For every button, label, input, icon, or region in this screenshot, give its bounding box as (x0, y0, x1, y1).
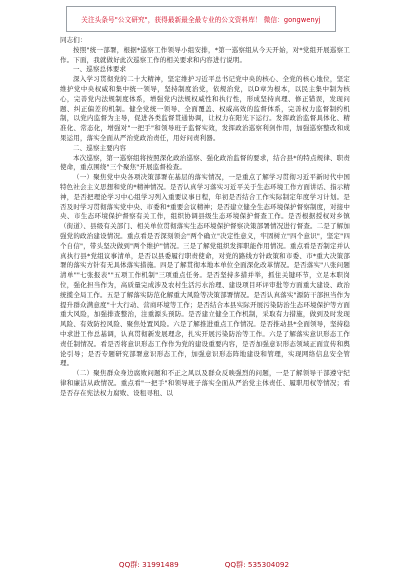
document-body (60, 36, 350, 552)
paragraph: （二）聚焦群众身边腐败问题和不正之风以及群众反映强烈的问题，一是了解领导干部遵守纪律和廉洁从政情况。重点看"一把手"和领导班子落实全面从严治党主体责任、履职用权等情况；看是否存在宪法权力腐败、设租寻租、以 (60, 369, 350, 397)
paragraph: 一、巡察总体要求 (73, 65, 127, 74)
paragraph: 二、巡察主要内容 (73, 143, 127, 152)
qq-group-1: QQ群: 31991489 (118, 560, 179, 569)
paragraph: 按照"统一部署，根据*巡察工作领导小组安排，*第一巡察组从今天开始，对*党组开展巡察工作。下面，我就做好此次巡察工作的相关要求和内容进行说明。 (60, 45, 350, 64)
paragraph: 深入学习贯彻党的二十大精神，坚定维护习近平总书记党中央的核心、全党的核心地位，坚定维护党中央权威和集中统一领导，坚持制度治党，依规治党，以D章为根本，以民主集中制为核心，完善党内法规制度体系，增强党内法规权威性和执行性，形成坚持真理、修正错误，发现问题、纠正偏差的机制。健全党统一领导、全面覆盖、权威高效的监督体系，完善权力监督制约机制，以党内监督为主导，促进各类监督贯通协调，让权力在阳光下运行。发挥政治监督具体化、精准化、常态化，增强对"一把手"和领导班子监督实效，发挥政治巡察利剑作用，加强巡察整改和成果运用，落实全面从严治党政治责任，用好问责利器。 (60, 75, 350, 142)
contact-footer (0, 560, 408, 574)
promo-banner: 关注头条号"公文研究"，获得最新最全最专业的公文资料库！ 微信：gongwenyj (66, 6, 336, 32)
paragraph: 同志们： (60, 36, 87, 44)
paragraph: 本次巡察，第一巡察组将按照深化政治巡察、强化政治监督的要求，结合县*的特点规律、职责使命，重点围绕"三个聚焦"开展监督检查。 (60, 153, 350, 172)
paragraph: （一）聚焦党中央各项决策部署在基层的落实情况，一是重点了解学习贯彻习近平新时代中国特色社会主义思想和党的*精神情况。是否认真学习落实习近平关于生态环境工作方面讲话、指示精神，是否把理论学习中心组学习列入重要议事日程，年初是否结合工作实际制定年度学习计划。是否及时学习贯彻落实党中央、市委和*重要会议精神；是否建立健全生态环境保护督察制度，对接中央、市生态环境保护督察有关工作，组织协调县级生态环境保护督查工作。是否根据授权对乡镇（街道）、县级有关部门、相关单位贯彻落实生态环境保护督察决策部署情况进行督查。二是了解加强党的政治建设情况。重点看是否深刻领会"两个确立"决定性意义，牢固树立"四个意识"，坚定"四个自信"，带头坚决做到"两个维护"情况。三是了解党组织发挥职能作用情况。重点看是否制定并认真执行县*党组议事清单，是否以县委履行职责使命，对党的路线方针政策和市委、市*重大决策部署的落实方针有无具体落实措施。四是了解贯彻本地本单位全面深化改革情况。是否落实"八张问题清单""七张报表""五项工作机制"三项重点任务。是否坚持多措并举，抓住关键环节，立足本职岗位，强化担当作为，高质量完成涉及农村生活污水治理、建设项目环评审批等方面重大建设、政治统揽全局工作。五是了解落实防范化解重大风险等决策部署情况。是否认真落实"源防干部担当作为提升群众满意度"十大行动、营商环境等工作；是否结合本县实际开展污染防治生态环境保护等方面重大风险，加强排查整治，注重源头预防。是否建立健全工作机制，采取有力措施，做到及时发现风险、有效防控风险、聚焦处置风险。六是了解推进重点工作情况。是否推动县*全面领导，坚持稳中求进工作总基调，认真贯彻新发展理念，扎实开展污染防治等工作。六是了解落实意识形态工作责任制情况。看是否将意识形态工作作为党的建设重要内容，是否加强意识形态领域正面宣传和舆论引导；是否专题研究部署意识形态工作，加强意识形态阵地建设和管理，实现网络信息安全管理。 (60, 173, 350, 368)
qq-group-2: QQ群: 535304092 (224, 560, 290, 569)
